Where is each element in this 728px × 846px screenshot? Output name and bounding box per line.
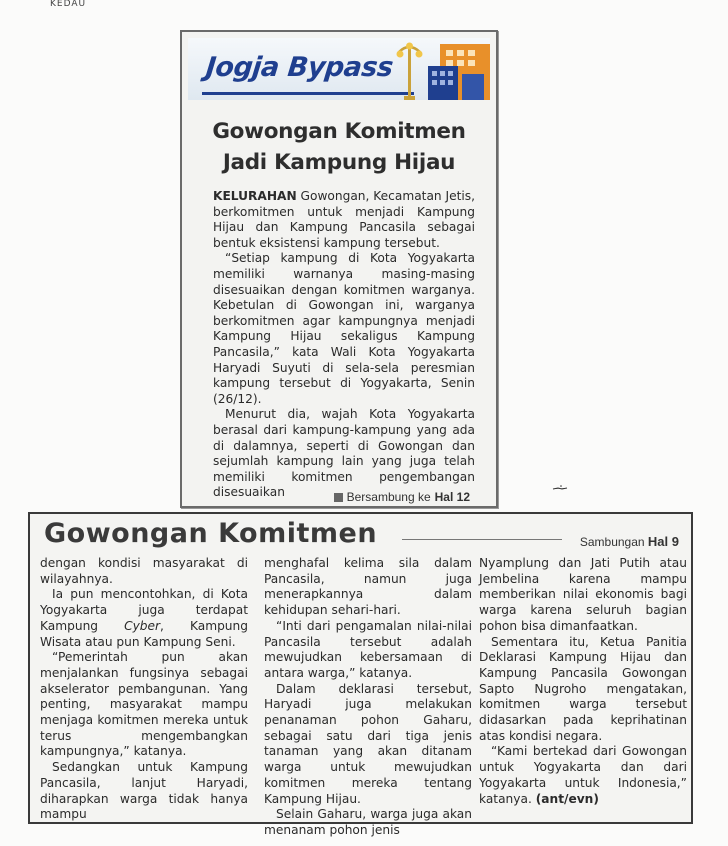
paragraph: Sementara itu, Ketua Panitia Deklarasi Kampung Hijau dan Kampung Pancasila Gowongan Sapto Nugroho mengatakan, komitmen warga tersebut didasarkan pada keprihatinan atas kondisi negara.: [479, 634, 687, 743]
continuation-page: Hal 9: [647, 534, 679, 549]
street-lamp-icon: [397, 43, 423, 101]
continuation-clipping: [28, 512, 693, 837]
text-column-3: [479, 556, 687, 807]
paragraph: menghafal kelima sila dalam Pancasila, namun juga menerapkannya dalam kehidupan sehari-hari.: [264, 556, 472, 618]
lead-word: KELURAHAN: [213, 189, 297, 203]
paragraph-lead: [213, 189, 475, 251]
headline-line-2: Jadi Kampung Hijau: [222, 150, 456, 175]
article-headline: [188, 116, 490, 178]
top-article-clipping: [180, 30, 498, 508]
paragraph: [40, 587, 248, 650]
paragraph-text: , Kampung Wisata atau pun Kampung Seni.: [40, 618, 248, 649]
paragraph: Dalam deklarasi tersebut, Haryadi juga melakukan penanaman pohon Gaharu, sebagai satu dari tiga jenis tanaman yang akan ditanam warga untuk mewujudkan komitmen mereka tentang Kampung Hijau.: [264, 681, 472, 806]
continued-text: Bersambung ke: [346, 490, 431, 504]
corner-handwriting: KEDAU: [50, 0, 87, 9]
paragraph-text: Gowongan, Kecamatan Jetis, berkomitmen untuk menjadi Kampung Hijau dan Kampung Pancasila sebagai bentuk eksistensi kampung tersebut.: [213, 189, 476, 250]
paragraph: Sedangkan untuk Kampung Pancasila, lanjut Haryadi, diharapkan warga tidak hanya mampu: [40, 760, 248, 822]
banner-illustration: [396, 38, 490, 100]
building-icon: [428, 44, 490, 100]
continuation-text: Sambungan: [579, 535, 645, 549]
paragraph: Selain Gaharu, warga juga akan menanam pohon jenis: [264, 807, 472, 837]
continued-page: Hal 12: [434, 490, 470, 504]
square-bullet-icon: [334, 493, 343, 502]
paragraph: Nyamplung dan Jati Putih atau Jembelina karena mampu memberikan nilai ekonomis bagi warga karena seluruh bagian pohon bisa dimanfaatkan.: [479, 556, 687, 633]
continuation-headline: Gowongan Komitmen: [44, 518, 378, 549]
paragraph-text: “Kami bertekad dari Gowongan untuk Yogyakarta dan dari Yogyakarta untuk Indonesia,” katanya.: [479, 744, 687, 806]
paragraph: “Pemerintah pun akan menjalankan fungsinya sebagai akselerator pembangunan. Yang penting, masyarakat mampu menjaga komitmen mereka untuk terus mengembangkan kampungnya,” katanya.: [40, 650, 248, 759]
banner-underline: [202, 92, 414, 95]
paragraph: [479, 744, 687, 807]
text-column-2: [264, 556, 472, 839]
paragraph-text: Ia pun mencontohkan, di Kota Yogyakarta juga terdapat Kampung: [40, 587, 248, 633]
section-banner: [188, 38, 490, 100]
paragraph: dengan kondisi masyarakat di wilayahnya.: [40, 556, 248, 586]
paragraph: “Setiap kampung di Kota Yogyakarta memiliki warnanya masing-masing disesuaikan dengan komitmen warganya. Kebetulan di Gowongan ini, warganya berkomitmen agar kampungnya menjadi Kampung Hijau sekaligus Kampung Pancasila,” kata Wali Kota Yogyakarta Haryadi Suyuti di sela-sela peresmian kampung tersebut di Yogyakarta, Senin (26/12).: [213, 251, 475, 406]
scan-speck: [552, 484, 568, 492]
headline-line-1: Gowongan Komitmen: [212, 119, 466, 144]
article-body: [213, 189, 475, 501]
text-column-1: [40, 556, 248, 823]
byline-signoff: (ant/evn): [535, 791, 599, 806]
paragraph: Menurut dia, wajah Kota Yogyakarta berasal dari kampung-kampung yang ada di dalamnya, seperti di Gowongan dan sejumlah kampung lain yang juga telah memiliki komitmen pengembangan disesuaikan: [213, 407, 475, 500]
paragraph: “Inti dari pengamalan nilai-nilai Pancasila tersebut adalah mewujudkan kebersamaan di antara warga,” katanya.: [264, 618, 472, 680]
continued-note: [334, 490, 470, 504]
section-banner-title: Jogja Bypass: [204, 52, 395, 83]
continuation-note: [580, 534, 679, 549]
headline-rule: [402, 539, 562, 540]
italic-term: Cyber: [124, 618, 161, 633]
